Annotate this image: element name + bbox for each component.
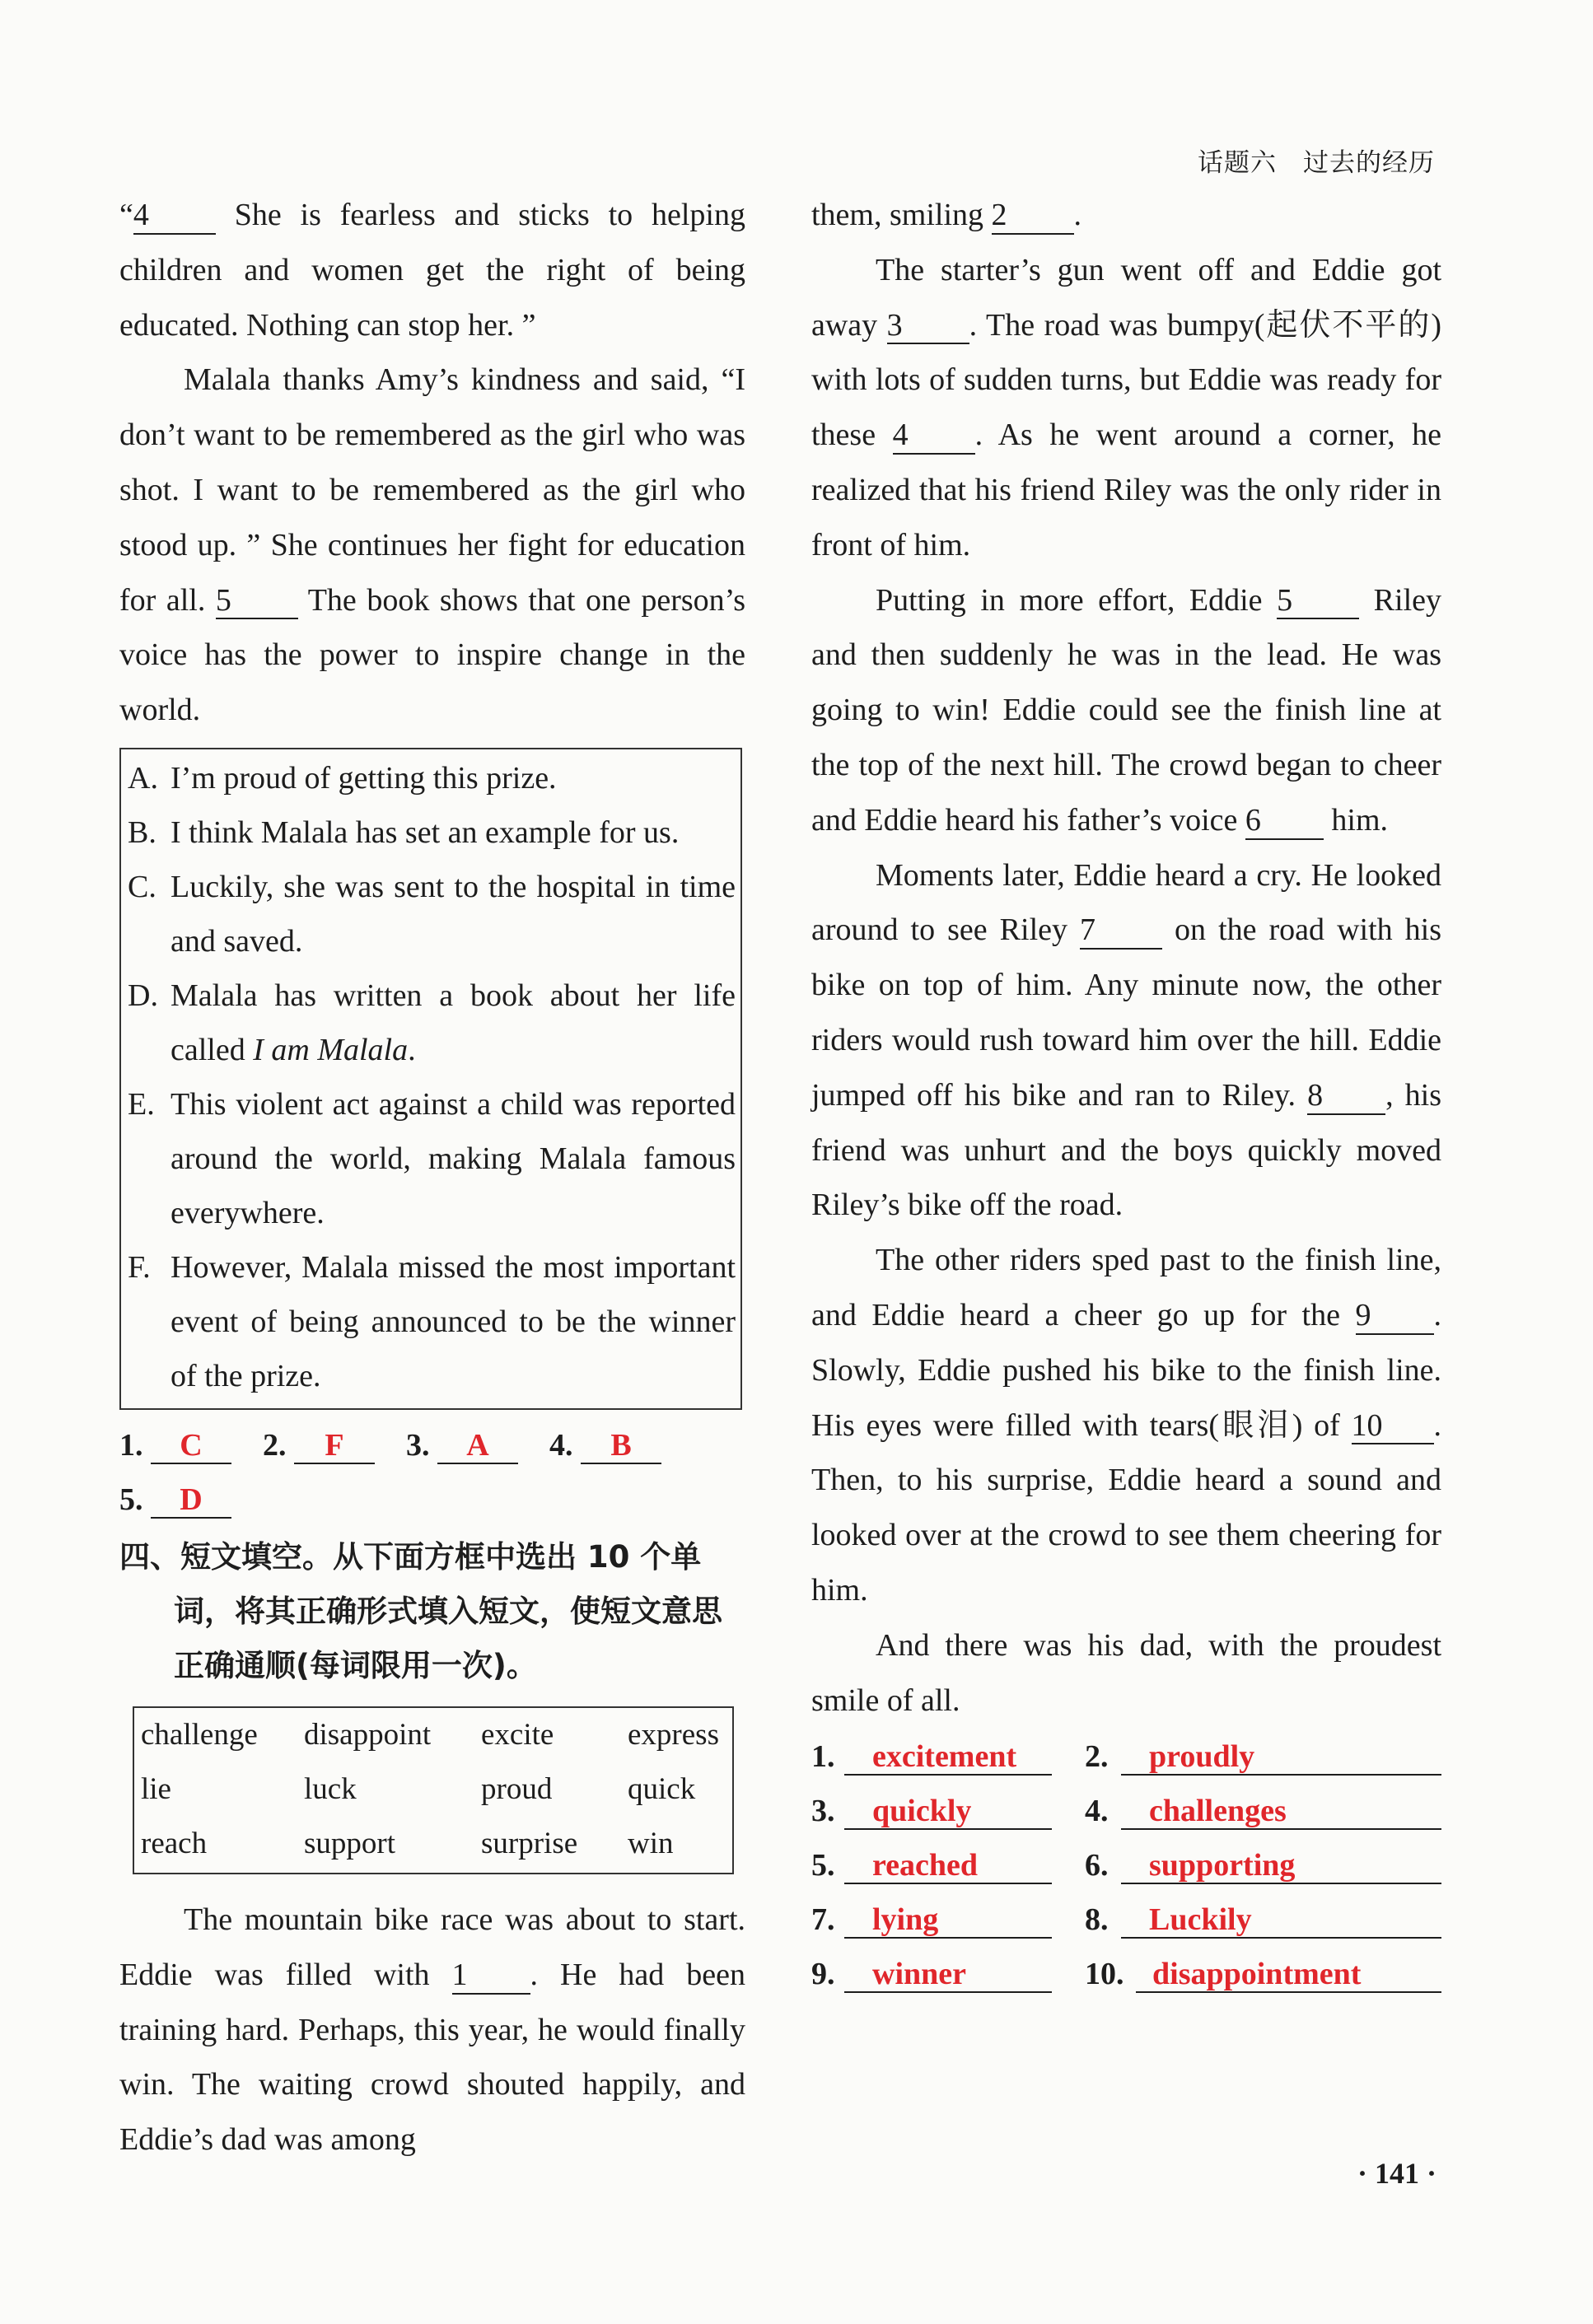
option-letter: D. (128, 978, 158, 1013)
word: challenge (141, 1717, 258, 1752)
answer-number: 2. (1085, 1739, 1109, 1775)
paragraph-text: Putting in more effort, Eddie (876, 582, 1278, 618)
answer-number: 2. (263, 1427, 287, 1463)
word: excite (481, 1717, 554, 1752)
blank-10: 10 (1352, 1409, 1434, 1445)
answer-number: 10. (1085, 1957, 1124, 1992)
option-text: However, Malala missed the most important event of being announced to be the winner of the prize. (171, 1249, 736, 1393)
paragraph-text: . Slowly, Eddie pushed his bike to the finish line. His eyes were filled with tears(眼泪) of (811, 1297, 1441, 1443)
passage-paragraph (811, 1233, 1441, 1618)
passage-paragraph: And there was his dad, with the proudest smile of all. (811, 1627, 1441, 1718)
option-end: . (408, 1032, 416, 1067)
answer-number: 9. (811, 1957, 835, 1992)
option-letter: B. (128, 814, 156, 850)
word: express (628, 1717, 719, 1752)
answer-row (811, 1947, 1441, 2001)
option-text: I’m proud of getting this prize. (171, 760, 557, 796)
passage-paragraph (811, 188, 1441, 243)
option-a (128, 751, 736, 805)
answers-right (811, 1729, 1441, 2001)
paragraph-text: Malala thanks Amy’s kindness and said, “I don’t want to be remembered as the girl who was shot. I want to be remembered as the girl who stood up. ” She continues her fight for education for all. (119, 362, 745, 618)
blank-1: 1 (452, 1958, 530, 1995)
paragraph-text: . Then, to his surprise, Eddie heard a sound and looked over at the crowd to see them cheering for him. (811, 1407, 1441, 1608)
word: disappoint (304, 1717, 432, 1752)
answer-value: C (151, 1430, 231, 1464)
paragraph-text: . He had been training hard. Perhaps, this year, he would finally win. The waiting crowd shouted happily, and Eddie’s dad was among (119, 1957, 745, 2158)
answer-item (549, 1418, 661, 1472)
answer-item (811, 1947, 1085, 2001)
answer-value: A (437, 1430, 518, 1464)
answer-value: winner (844, 1958, 1052, 1993)
option-e (128, 1077, 736, 1240)
word: reach (141, 1826, 208, 1860)
answer-number: 6. (1085, 1848, 1109, 1883)
option-c (128, 860, 736, 968)
paragraph-text: . The road was bumpy(起伏不平的) with lots of sudden turns, but Eddie was ready for these (811, 307, 1441, 453)
answer-value: excitement (844, 1741, 1052, 1776)
answer-number: 4. (549, 1427, 573, 1463)
answer-item (406, 1418, 518, 1472)
answer-row (811, 1729, 1441, 1784)
paragraph-text: Riley and then suddenly he was in the lead. He was going to win! Eddie could see the finish line at the top of the next hill. The crowd began to cheer and Eddie heard his father’s voice (811, 582, 1442, 838)
answer-number: 8. (1085, 1902, 1109, 1938)
blank-3: 3 (887, 309, 969, 345)
blank-6: 6 (1245, 804, 1324, 840)
answer-number: 7. (811, 1902, 835, 1938)
answer-item (1085, 1729, 1441, 1784)
answer-number: 1. (119, 1427, 143, 1463)
word-box (133, 1706, 734, 1874)
answer-number: 3. (811, 1794, 835, 1829)
option-text: Malala has written a book about her life called (171, 978, 736, 1067)
option-letter: F. (128, 1249, 151, 1285)
passage-paragraph (811, 848, 1441, 1234)
word: quick (628, 1771, 696, 1806)
blank-2: 2 (992, 198, 1074, 235)
word: win (628, 1826, 674, 1860)
paragraph-text: She is fearless and sticks to helping children and women get the right of being educated. Nothing can stop her. ” (119, 198, 745, 343)
answer-value: reached (844, 1850, 1052, 1884)
section-title: 四、短文填空。从下面方框中选出 10 个单词，将其正确形式填入短文，使短文意思正确通顺(每词限用一次)。 (119, 1538, 722, 1683)
paragraph-text: . As he went around a corner, he realized that his friend Riley was the only rider in front of him. (811, 418, 1442, 562)
answer-item (119, 1472, 231, 1527)
paragraph-text: them, smiling (811, 198, 992, 232)
word: lie (141, 1771, 171, 1806)
paragraph-text: him. (1323, 802, 1389, 838)
answer-value: Luckily (1121, 1904, 1441, 1939)
answer-row (811, 1784, 1441, 1838)
word: proud (481, 1771, 553, 1806)
passage-paragraph (119, 188, 745, 352)
paragraph-text: Moments later, Eddie heard a cry. He looked around to see Riley (811, 857, 1441, 948)
option-b (128, 805, 736, 860)
answer-item (1085, 1892, 1441, 1947)
answer-value: D (151, 1484, 231, 1519)
word: support (304, 1826, 395, 1860)
answer-number: 1. (811, 1739, 835, 1775)
passage-paragraph (119, 1892, 745, 2168)
answer-value: F (294, 1430, 375, 1464)
option-letter: E. (128, 1086, 155, 1122)
passage-paragraph (119, 352, 745, 738)
option-d (128, 968, 736, 1077)
blank-4: 4 (893, 418, 975, 455)
quote-open: “ (119, 198, 133, 232)
answer-item (263, 1418, 375, 1472)
left-column (119, 188, 745, 2168)
blank-8: 8 (1307, 1079, 1385, 1115)
right-column (811, 188, 1441, 2001)
option-text: I think Malala has set an example for us. (171, 814, 680, 850)
option-text: This violent act against a child was reported around the world, making Malala famous everywhere. (171, 1086, 736, 1230)
answer-item (1085, 1784, 1441, 1838)
paragraph-text: The starter’s gun went off and Eddie got away (811, 252, 1441, 343)
page-number: · 141 · (1357, 2157, 1437, 2190)
answer-number: 5. (119, 1482, 143, 1517)
answer-item (1085, 1838, 1441, 1892)
answer-item (811, 1729, 1085, 1784)
answer-row (811, 1892, 1441, 1947)
answer-value: quickly (844, 1795, 1052, 1830)
answer-item (1085, 1947, 1441, 2001)
answer-number: 4. (1085, 1794, 1109, 1829)
blank-7: 7 (1080, 913, 1162, 950)
paragraph-text: , his friend was unhurt and the boys quickly moved Riley’s bike off the road. (811, 1077, 1441, 1223)
blank-5: 5 (216, 584, 298, 620)
answer-number: 3. (406, 1427, 430, 1463)
answer-item (811, 1838, 1085, 1892)
paragraph-text: . (1073, 198, 1081, 232)
answer-number: 5. (811, 1848, 835, 1883)
answer-value: challenges (1121, 1795, 1441, 1830)
blank-4: 4 (133, 198, 216, 235)
option-letter: A. (128, 760, 158, 796)
answer-row (811, 1838, 1441, 1892)
answers-left (119, 1418, 745, 1527)
book-title: I am Malala (253, 1032, 409, 1067)
word: luck (304, 1771, 357, 1806)
word: surprise (481, 1826, 578, 1860)
answer-value: disappointment (1136, 1958, 1441, 1993)
paragraph-text: on the road with his bike on top of him. Any minute now, the other riders would rush toward him over the hill. Eddie jumped off his bike and ran to Riley. (811, 912, 1441, 1113)
answer-item (119, 1418, 231, 1472)
option-text: Luckily, she was sent to the hospital in time and saved. (171, 869, 736, 959)
blank-9: 9 (1356, 1299, 1434, 1335)
passage-paragraph (811, 573, 1441, 848)
answer-value: proudly (1121, 1741, 1441, 1776)
option-f (128, 1240, 736, 1403)
paragraph-text: The book shows that one person’s voice has the power to inspire change in the world. (119, 582, 745, 728)
answer-value: supporting (1121, 1850, 1441, 1884)
options-box (119, 748, 742, 1410)
blank-5: 5 (1277, 584, 1359, 620)
answer-item (811, 1784, 1085, 1838)
page-header: 话题六 过去的经历 (1198, 148, 1435, 178)
paragraph-text: The mountain bike race was about to start. Eddie was filled with (119, 1902, 745, 1992)
passage-paragraph (811, 243, 1441, 573)
answer-value: lying (844, 1904, 1052, 1939)
answer-value: B (581, 1430, 661, 1464)
paragraph-text: The other riders sped past to the finish line, and Eddie heard a cheer go up for the (811, 1243, 1441, 1332)
answer-item (811, 1892, 1085, 1947)
option-letter: C. (128, 869, 156, 904)
